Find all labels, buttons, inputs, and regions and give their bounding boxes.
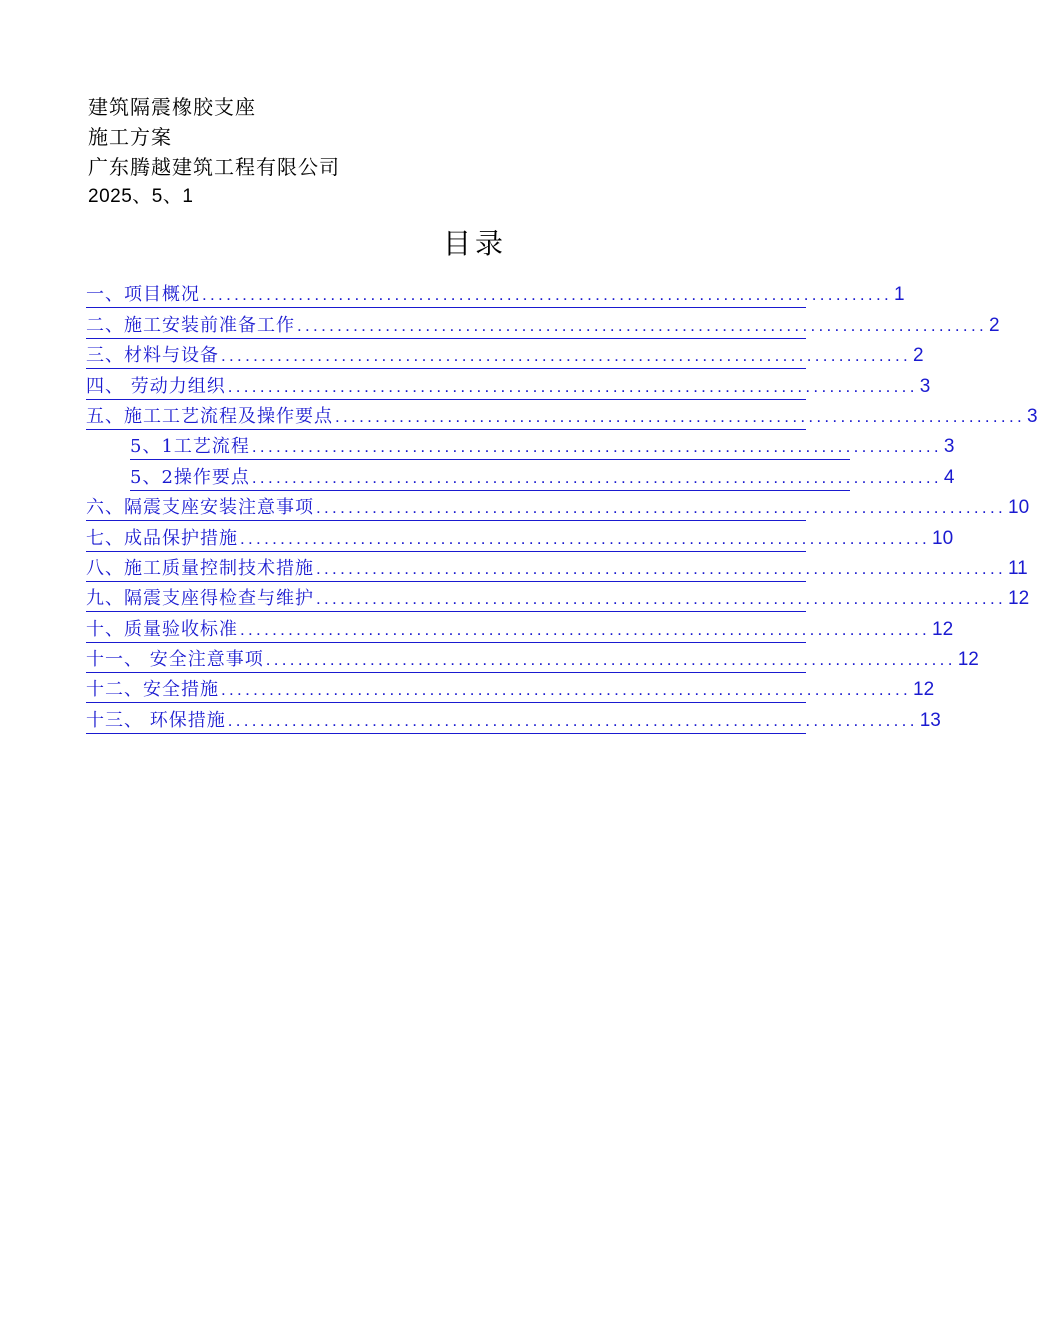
- toc-entry-label: 5、2操作要点: [130, 466, 250, 488]
- toc-dot-leader: ......................................................................................: [335, 406, 1025, 426]
- toc-entry-link[interactable]: [86, 521, 954, 551]
- toc-entry-page-number: 11: [1008, 557, 1028, 579]
- toc-entry-row: [86, 526, 954, 552]
- toc-entry-label: 十一、 安全注意事项: [86, 649, 264, 671]
- toc-entry-page-number: 12: [1008, 588, 1030, 610]
- toc-dot-leader: ......................................................................................: [316, 498, 1006, 518]
- toc-entry-label: 一、项目概况: [86, 284, 200, 306]
- toc-entry-row: [86, 647, 979, 673]
- document-date: 2025、5、1: [88, 186, 194, 207]
- toc-entry-page-number: 13: [919, 709, 941, 731]
- toc-entry-label: 5、1工艺流程: [130, 436, 250, 458]
- toc-entry-page-number: 10: [932, 527, 954, 549]
- toc-dot-leader: ......................................................................................: [240, 619, 930, 639]
- toc-entry-page-number: 3: [1027, 405, 1038, 427]
- document-header: [88, 92, 340, 212]
- document-title-line1: 建筑隔震橡胶支座: [88, 95, 256, 119]
- company-name: 广东腾越建筑工程有限公司: [88, 155, 340, 179]
- toc-entry-link[interactable]: [86, 308, 1000, 338]
- toc-entry-page-number: 3: [943, 436, 955, 458]
- toc-entry-row: [86, 495, 1030, 521]
- toc-dot-leader: ......................................................................................: [227, 710, 918, 730]
- toc-entry-row: [130, 434, 955, 460]
- toc-entry-page-number: 2: [989, 314, 1000, 336]
- toc-entry-row: [86, 586, 1030, 612]
- toc-entry-link[interactable]: [86, 552, 1028, 582]
- toc-entry-row: [86, 677, 935, 703]
- toc-entry-label: 十三、 环保措施: [86, 709, 226, 731]
- toc-entry-link[interactable]: [86, 369, 931, 399]
- toc-entry-page-number: 12: [913, 679, 935, 701]
- toc-entry-label: 八、施工质量控制技术措施: [86, 557, 314, 579]
- toc-dot-leader: ......................................................................................: [316, 558, 1006, 578]
- toc-entry-link[interactable]: [86, 430, 955, 460]
- toc-entry-row: [86, 404, 1038, 430]
- toc-dot-leader: ......................................................................................: [240, 528, 930, 548]
- toc-entry-page-number: 12: [932, 618, 954, 640]
- toc-dot-leader: ......................................................................................: [221, 680, 911, 700]
- toc-entry-link[interactable]: [86, 673, 935, 703]
- toc-dot-leader: ......................................................................................: [316, 589, 1006, 609]
- toc-entry-page-number: 10: [1008, 497, 1030, 519]
- toc-entry-page-number: 3: [919, 375, 931, 397]
- toc-entry-row: [86, 556, 1028, 582]
- toc-entry-page-number: 1: [894, 284, 905, 306]
- toc-entry-label: 二、施工安装前准备工作: [86, 314, 295, 336]
- toc-entry-label: 十、质量验收标准: [86, 618, 238, 640]
- toc-dot-leader: ......................................................................................: [227, 376, 918, 396]
- toc-entry-link[interactable]: [86, 339, 924, 369]
- toc-entry-page-number: 4: [943, 466, 955, 488]
- toc-dot-leader: ......................................................................................: [202, 285, 892, 305]
- toc-dot-leader: ......................................................................................: [251, 437, 942, 457]
- toc-entry-row: [130, 465, 955, 491]
- toc-entry-link[interactable]: [86, 278, 905, 308]
- toc-dot-leader: ......................................................................................: [221, 346, 911, 366]
- toc-entry-link[interactable]: [86, 400, 1038, 430]
- toc-entry-link[interactable]: [86, 612, 954, 642]
- toc-entry-label: 九、隔震支座得检查与维护: [86, 588, 314, 610]
- toc-entry-row: [86, 282, 905, 308]
- toc-entry-label: 四、 劳动力组织: [86, 375, 226, 397]
- toc-entry-label: 六、隔震支座安装注意事项: [86, 497, 314, 519]
- toc-heading: 目录: [442, 227, 507, 260]
- toc-entry-row: [86, 343, 924, 369]
- toc-entry-label: 十二、安全措施: [86, 679, 219, 701]
- toc-entry-label: 七、成品保护措施: [86, 527, 238, 549]
- toc-entry-link[interactable]: [86, 643, 979, 673]
- toc-dot-leader: ......................................................................................: [297, 315, 987, 335]
- toc-dot-leader: ......................................................................................: [251, 467, 942, 487]
- toc-entry-link[interactable]: [86, 460, 955, 490]
- toc-entry-page-number: 12: [957, 649, 979, 671]
- table-of-contents: [86, 278, 1038, 734]
- toc-entry-link[interactable]: [86, 582, 1030, 612]
- toc-entry-label: 三、材料与设备: [86, 345, 219, 367]
- toc-entry-label: 五、施工工艺流程及操作要点: [86, 405, 333, 427]
- toc-entry-row: [86, 313, 1000, 339]
- toc-entry-page-number: 2: [913, 345, 924, 367]
- toc-entry-row: [86, 708, 941, 734]
- toc-dot-leader: ......................................................................................: [265, 650, 956, 670]
- toc-entry-link[interactable]: [86, 703, 941, 733]
- toc-entry-row: [86, 617, 954, 643]
- toc-entry-row: [86, 374, 931, 400]
- toc-entry-link[interactable]: [86, 491, 1030, 521]
- document-title-line2: 施工方案: [88, 125, 172, 149]
